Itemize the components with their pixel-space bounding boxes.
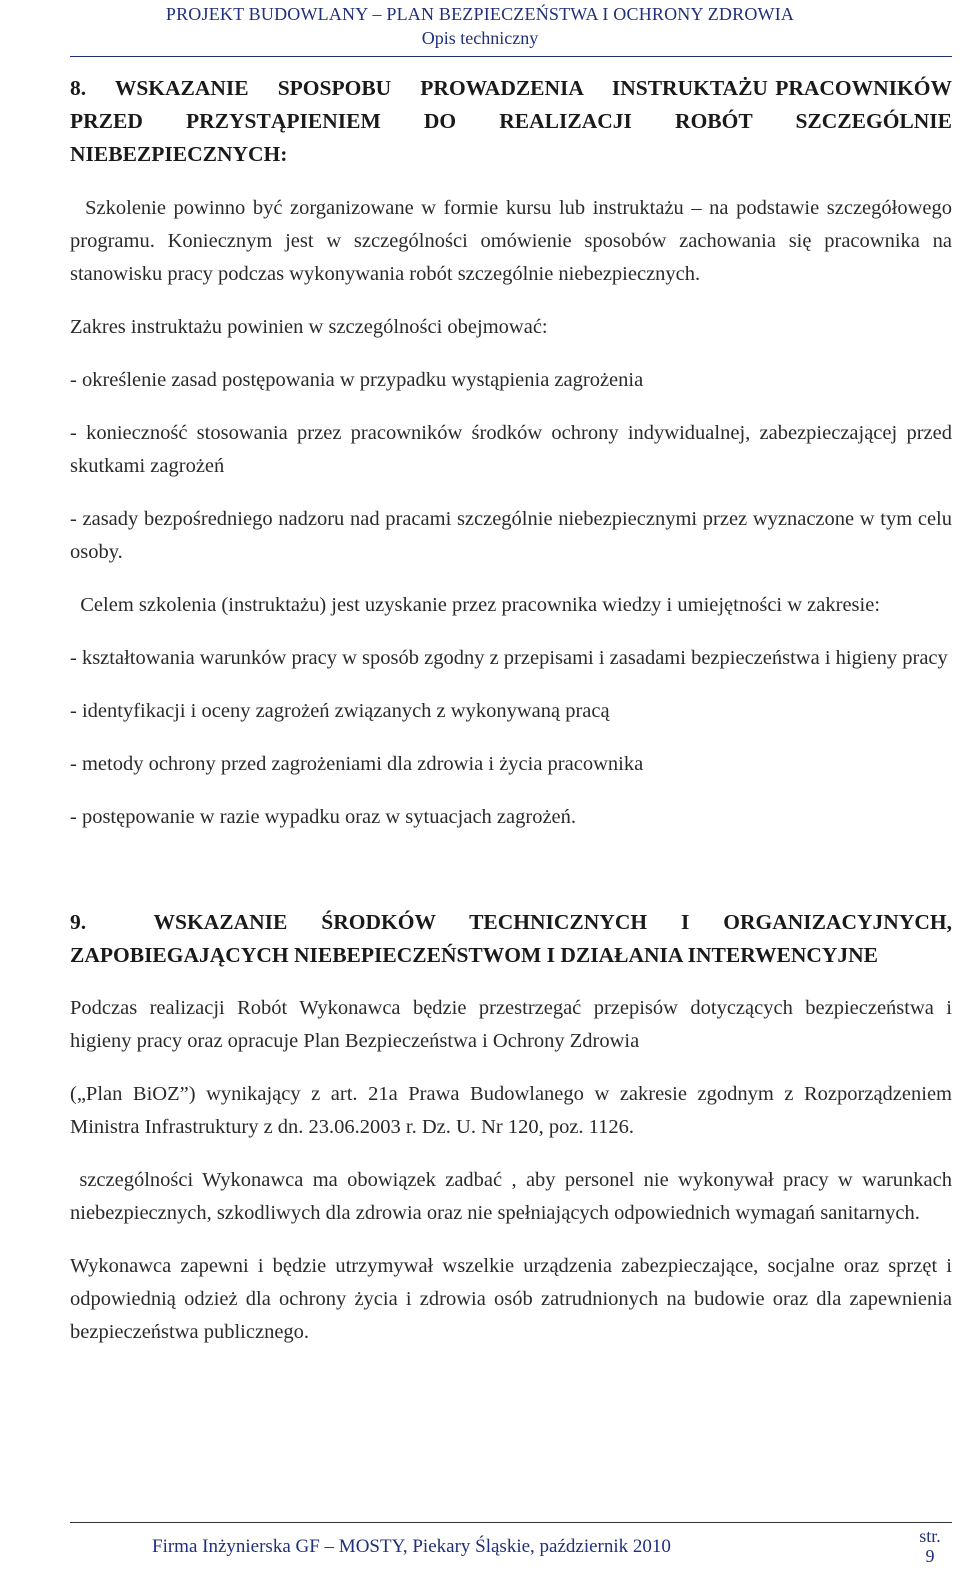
page-number: 9 [925,1546,935,1566]
section-8-heading: 8. WSKAZANIE SPOSPOBU PROWADZENIA INSTRUKTAŻU PRACOWNIKÓW PRZED PRZYSTĄPIENIEM DO REALIZACJI ROBÓT SZCZEGÓLNIE NIEBEZPIECZNYCH: [70,76,958,166]
header-rule [70,56,952,57]
section-8-paragraph-1: Szkolenie powinno być zorganizowane w formie kursu lub instruktażu – na podstawie szczegółowego programu. Koniecznym jest w szczególności omówienie sposobów zachowania się pracownika na stanowisku pracy podczas wykonywania robót szczególnie niebezpiecznych. [70,197,958,285]
section-8-paragraph-4: - konieczność stosowania przez pracowników środków ochrony indywidualnej, zabezpieczającej przed skutkami zagrożeń [70,422,952,477]
section-8-paragraph-5: - zasady bezpośredniego nadzoru nad pracami szczególnie niebezpiecznymi przez wyznaczone w tym celu osoby. [70,508,952,563]
section-9-heading: 9. WSKAZANIE ŚRODKÓW TECHNICZNYCH I ORGANIZACYJNYCH, ZAPOBIEGAJĄCYCH NIEBEPIECZEŃSTWOM I DZIAŁANIA INTERWENCYJNE [70,910,958,967]
footer-firm: Firma Inżynierska GF – MOSTY, Piekary Śląskie, październik 2010 [152,1536,671,1557]
section-8-paragraph-7: - kształtowania warunków pracy w sposób zgodny z przepisami i zasadami bezpieczeństwa i higieny pracy [70,647,948,669]
section-8-paragraph-6: Celem szkolenia (instruktażu) jest uzyskanie przez pracownika wiedzy i umiejętności w zakresie: [70,594,881,616]
section-8-paragraph-3: - określenie zasad postępowania w przypadku wystąpienia zagrożenia [70,369,644,391]
section-8-paragraph-2: Zakres instruktażu powinien w szczególności obejmować: [70,316,548,338]
footer-rule [70,1522,952,1523]
page-number-block [908,1526,952,1566]
section-9-paragraph-4: Wykonawca zapewni i będzie utrzymywał wszelkie urządzenia zabezpieczające, socjalne oraz sprzęt i odpowiednią odzież dla ochrony życia i zdrowia osób zatrudnionych na budowie oraz dla zapewnienia bezpieczeństwa publicznego. [70,1255,952,1343]
section-9-paragraph-3: szczególności Wykonawca ma obowiązek zadbać , aby personel nie wykonywał pracy w warunkach niebezpiecznych, szkodliwych dla zdrowia oraz nie spełniających odpowiednich wymagań sanitarnych. [70,1169,958,1224]
header-title: PROJEKT BUDOWLANY – PLAN BEZPIECZEŃSTWA I OCHRONY ZDROWIA [165,4,795,24]
section-8-paragraph-10: - postępowanie w razie wypadku oraz w sytuacjach zagrożeń. [70,806,577,828]
page-label: str. [919,1526,941,1546]
section-9-paragraph-1: Podczas realizacji Robót Wykonawca będzie przestrzegać przepisów dotyczących bezpieczeństwa i higieny pracy oraz opracuje Plan Bezpieczeństwa i Ochrony Zdrowia [70,997,952,1052]
section-9-paragraph-2: („Plan BiOZ”) wynikający z art. 21a Prawa Budowlanego w zakresie zgodnym z Rozporządzeniem Ministra Infrastruktury z dn. 23.06.2003 r. Dz. U. Nr 120, poz. 1126. [70,1083,952,1138]
section-8-paragraph-8: - identyfikacji i oceny zagrożeń związanych z wykonywaną pracą [70,700,610,722]
header-subtitle: Opis techniczny [421,28,539,48]
section-8-paragraph-9: - metody ochrony przed zagrożeniami dla zdrowia i życia pracownika [70,753,644,775]
page-content [70,72,958,1349]
